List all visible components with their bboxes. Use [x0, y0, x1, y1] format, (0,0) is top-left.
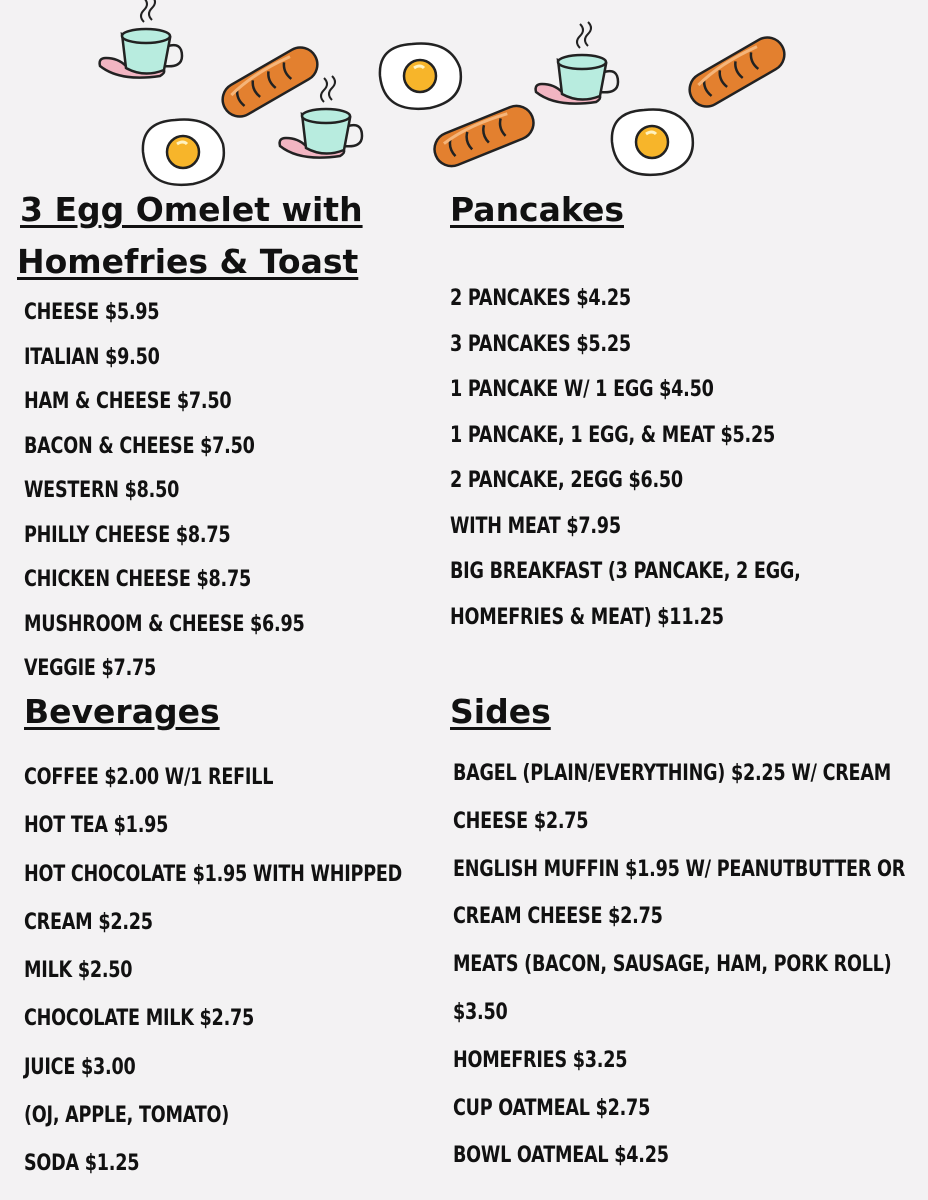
fried-egg-icon [143, 120, 224, 185]
menu-item: 2 PANCAKES $4.25 [450, 286, 631, 311]
menu-item: ITALIAN $9.50 [24, 344, 160, 370]
menu-item: CHICKEN CHEESE $8.75 [24, 567, 252, 592]
menu-item: ENGLISH MUFFIN $1.95 W/ PEANUTBUTTER OR [453, 856, 906, 882]
sides-heading: Sides [450, 692, 551, 731]
pancakes-heading: Pancakes [450, 190, 624, 229]
menu-item: MEATS (BACON, SAUSAGE, HAM, PORK ROLL) [453, 952, 892, 978]
menu-item: HOT CHOCOLATE $1.95 WITH WHIPPED [24, 861, 402, 887]
menu-item: BIG BREAKFAST (3 PANCAKE, 2 EGG, [450, 559, 801, 584]
menu-item: WESTERN $8.50 [24, 478, 180, 503]
menu-item: CHEESE $5.95 [24, 300, 160, 325]
menu-item: 2 PANCAKE, 2EGG $6.50 [450, 468, 683, 493]
menu-item: $3.50 [453, 999, 508, 1025]
beverages-list [24, 754, 497, 1189]
menu-item: HOMEFRIES $3.25 [453, 1047, 628, 1073]
omelet-heading-line2: Homefries & Toast [17, 242, 359, 281]
omelet-heading-line1: 3 Egg Omelet with [20, 190, 363, 229]
teacup-icon [100, 0, 182, 78]
menu-item: VEGGIE $7.75 [24, 656, 157, 681]
menu-item: BACON & CHEESE $7.50 [24, 433, 255, 459]
menu-item: MILK $2.50 [24, 958, 133, 984]
breakfast-decoration [0, 0, 928, 190]
beverages-heading: Beverages [24, 692, 220, 731]
fried-egg-icon [380, 44, 461, 109]
menu-item: MUSHROOM & CHEESE $6.95 [24, 611, 305, 637]
sides-list [453, 750, 928, 1180]
menu-item: SODA $1.25 [24, 1151, 140, 1177]
menu-item: CUP OATMEAL $2.75 [453, 1095, 651, 1121]
menu-item: HOMEFRIES & MEAT) $11.25 [450, 604, 724, 630]
menu-item: JUICE $3.00 [24, 1054, 136, 1080]
omelet-list [24, 291, 375, 692]
menu-item: CREAM $2.25 [24, 909, 153, 935]
menu-item: 1 PANCAKE W/ 1 EGG $4.50 [450, 377, 714, 402]
bread-icon [429, 101, 538, 171]
menu-item: CHOCOLATE MILK $2.75 [24, 1006, 255, 1032]
menu-item: HOT TEA $1.95 [24, 813, 169, 839]
menu-item: COFFEE $2.00 W/1 REFILL [24, 765, 274, 790]
menu-item: BAGEL (PLAIN/EVERYTHING) $2.25 W/ CREAM [453, 761, 891, 786]
menu-item: CHEESE $2.75 [453, 808, 589, 834]
teacup-icon [536, 22, 618, 104]
menu-item: BOWL OATMEAL $4.25 [453, 1143, 669, 1169]
menu-item: (OJ, APPLE, TOMATO) [24, 1103, 230, 1129]
menu-item: 3 PANCAKES $5.25 [450, 331, 631, 357]
menu-item: CREAM CHEESE $2.75 [453, 904, 663, 930]
menu-item: WITH MEAT $7.95 [450, 513, 621, 539]
bread-icon [683, 31, 790, 112]
menu-item: PHILLY CHEESE $8.75 [24, 522, 231, 548]
menu-item: 1 PANCAKE, 1 EGG, & MEAT $5.25 [450, 422, 775, 448]
pancakes-list [450, 276, 888, 640]
menu-item: HAM & CHEESE $7.50 [24, 389, 232, 414]
fried-egg-icon [612, 110, 693, 175]
